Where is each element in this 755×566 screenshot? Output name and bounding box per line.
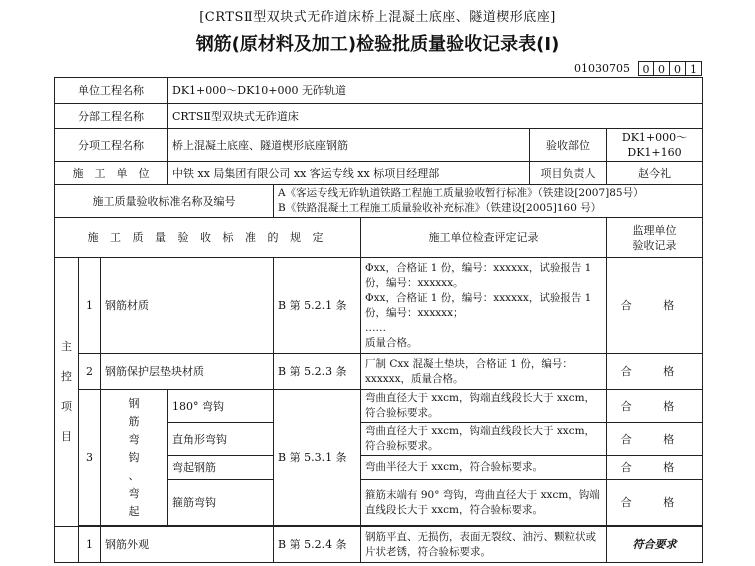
sub-item-name: 箍筋弯钩 (168, 480, 274, 526)
item-record: 箍筋末端有 90° 弯钩，弯曲直径大于 xxcm，钩端直线段长大于 xxcm，符合验标要求。 (361, 480, 607, 526)
item-result: 合 格 (607, 480, 703, 526)
row-unit-project (55, 78, 703, 104)
subdivision-label: 分项工程名称 (55, 129, 168, 162)
acceptance-part-value-2: DK1+160 (627, 146, 682, 159)
record-line: Φxx，合格证 1 份，编号：xxxxxx，试验报告 1 份，编号：xxxxxx； (365, 291, 592, 319)
hook-group-char: 起 (128, 504, 140, 518)
code-box: 0 (638, 61, 654, 76)
item-clause: B 第 5.2.3 条 (274, 354, 361, 390)
form-subtitle: [CRTSⅡ型双块式无砟道床桥上混凝土底座、隧道楔形底座] (199, 10, 556, 25)
division-label: 分部工程名称 (55, 104, 168, 129)
item-clause: B 第 5.3.1 条 (274, 390, 361, 526)
row-contractor (55, 162, 703, 185)
record-column-header: 施工单位检查评定记录 (361, 218, 607, 258)
spec-column-header: 施 工 质 量 验 收 标 准 的 规 定 (55, 218, 361, 258)
hook-group-char: 钢 (128, 396, 140, 410)
record-line: 质量合格。 (365, 336, 418, 349)
item-number: 1 (79, 527, 101, 563)
hook-group-label (101, 390, 168, 526)
row-division (55, 104, 703, 129)
record-line: …… (365, 321, 386, 334)
inspection-table (54, 77, 703, 563)
contractor-value: 中铁 xx 局集团有限公司 xx 客运专线 xx 标项目经理部 (168, 162, 530, 185)
main-control-char: 项 (61, 400, 72, 413)
table-row (55, 390, 703, 423)
sub-item-name: 弯起钢筋 (168, 456, 274, 480)
item-result: 合 格 (607, 390, 703, 423)
main-control-char: 主 (61, 340, 72, 353)
item-record: 厂制 Cxx 混凝土垫块，合格证 1 份，编号：xxxxxx，质量合格。 (361, 354, 607, 390)
acceptance-part-value (607, 129, 703, 162)
code-box: 0 (654, 61, 670, 76)
standard-b: B《铁路混凝土工程施工质量验收补充标准》（铁建设[2005]160 号） (278, 202, 602, 214)
hook-group-char: 、 (128, 468, 140, 482)
table-row (55, 354, 703, 390)
table-row (55, 527, 703, 563)
standard-a: A《客运专线无砟轨道铁路工程施工质量验收暂行标准》（铁建设[2007]85号） (278, 187, 644, 199)
sub-item-name: 180° 弯钩 (168, 390, 274, 423)
contractor-label: 施 工 单 位 (55, 162, 168, 185)
item-record: 弯曲直径大于 xxcm，钩端直线段长大于 xxcm，符合验标要求。 (361, 423, 607, 456)
item-number: 3 (79, 390, 101, 526)
manager-value: 赵今礼 (607, 162, 703, 185)
item-name: 钢筋材质 (101, 258, 274, 354)
division-value: CRTSⅡ型双块式无砟道床 (168, 104, 703, 129)
subdivision-value: 桥上混凝土底座、隧道楔形底座钢筋 (168, 129, 530, 162)
item-number: 2 (79, 354, 101, 390)
supervisor-header-1: 监理单位 (632, 223, 677, 237)
acceptance-part-label: 验收部位 (530, 129, 607, 162)
unit-project-label: 单位工程名称 (55, 78, 168, 104)
supervisor-column-header (607, 218, 703, 258)
supervisor-header-2: 验收记录 (632, 238, 677, 252)
row-column-headers (55, 218, 703, 258)
main-control-char: 目 (61, 430, 72, 443)
hook-group-char: 弯 (128, 486, 140, 500)
item-record: 弯曲直径大于 xxcm，钩端直线段长大于 xxcm，符合验标要求。 (361, 390, 607, 423)
item-record: 弯曲半径大于 xxcm，符合验标要求。 (361, 456, 607, 480)
acceptance-part-value-1: DK1+000～ (621, 131, 688, 144)
form-code-number: 01030705 (574, 61, 630, 75)
item-name: 钢筋外观 (101, 527, 274, 563)
item-clause: B 第 5.2.4 条 (274, 527, 361, 563)
table-row (55, 258, 703, 354)
main-control-char: 控 (61, 370, 72, 383)
hook-group-char: 弯 (128, 432, 140, 446)
item-number: 1 (79, 258, 101, 354)
form-code (574, 60, 702, 76)
code-box: 0 (670, 61, 686, 76)
item-record (361, 258, 607, 354)
general-label-cell (55, 527, 79, 563)
main-control-label (55, 258, 79, 527)
standard-label: 施工质量验收标准名称及编号 (55, 185, 274, 218)
unit-project-value: DK1+000～DK10+000 无砟轨道 (168, 78, 703, 104)
manager-label: 项目负责人 (530, 162, 607, 185)
hook-group-char: 筋 (128, 414, 140, 428)
record-line: Φxx，合格证 1 份，编号：xxxxxx，试验报告 1 份，编号：xxxxxx。 (365, 261, 592, 289)
code-box: 1 (686, 61, 702, 76)
item-clause: B 第 5.2.1 条 (274, 258, 361, 354)
item-result: 合 格 (607, 258, 703, 354)
item-result: 合 格 (607, 354, 703, 390)
item-result: 合 格 (607, 423, 703, 456)
standard-value (274, 185, 703, 218)
row-subdivision (55, 129, 703, 162)
form-title: 钢筋(原材料及加工)检验批质量验收记录表(Ⅰ) (195, 34, 560, 55)
item-result: 合 格 (607, 456, 703, 480)
item-result-handwritten: 符合要求 (607, 527, 703, 563)
hook-group-char: 钩 (128, 450, 140, 464)
item-record: 钢筋平直、无损伤，表面无裂纹、油污、颗粒状或片状老锈，符合验标要求。 (361, 527, 607, 563)
sub-item-name: 直角形弯钩 (168, 423, 274, 456)
item-name: 钢筋保护层垫块材质 (101, 354, 274, 390)
row-standard (55, 185, 703, 218)
